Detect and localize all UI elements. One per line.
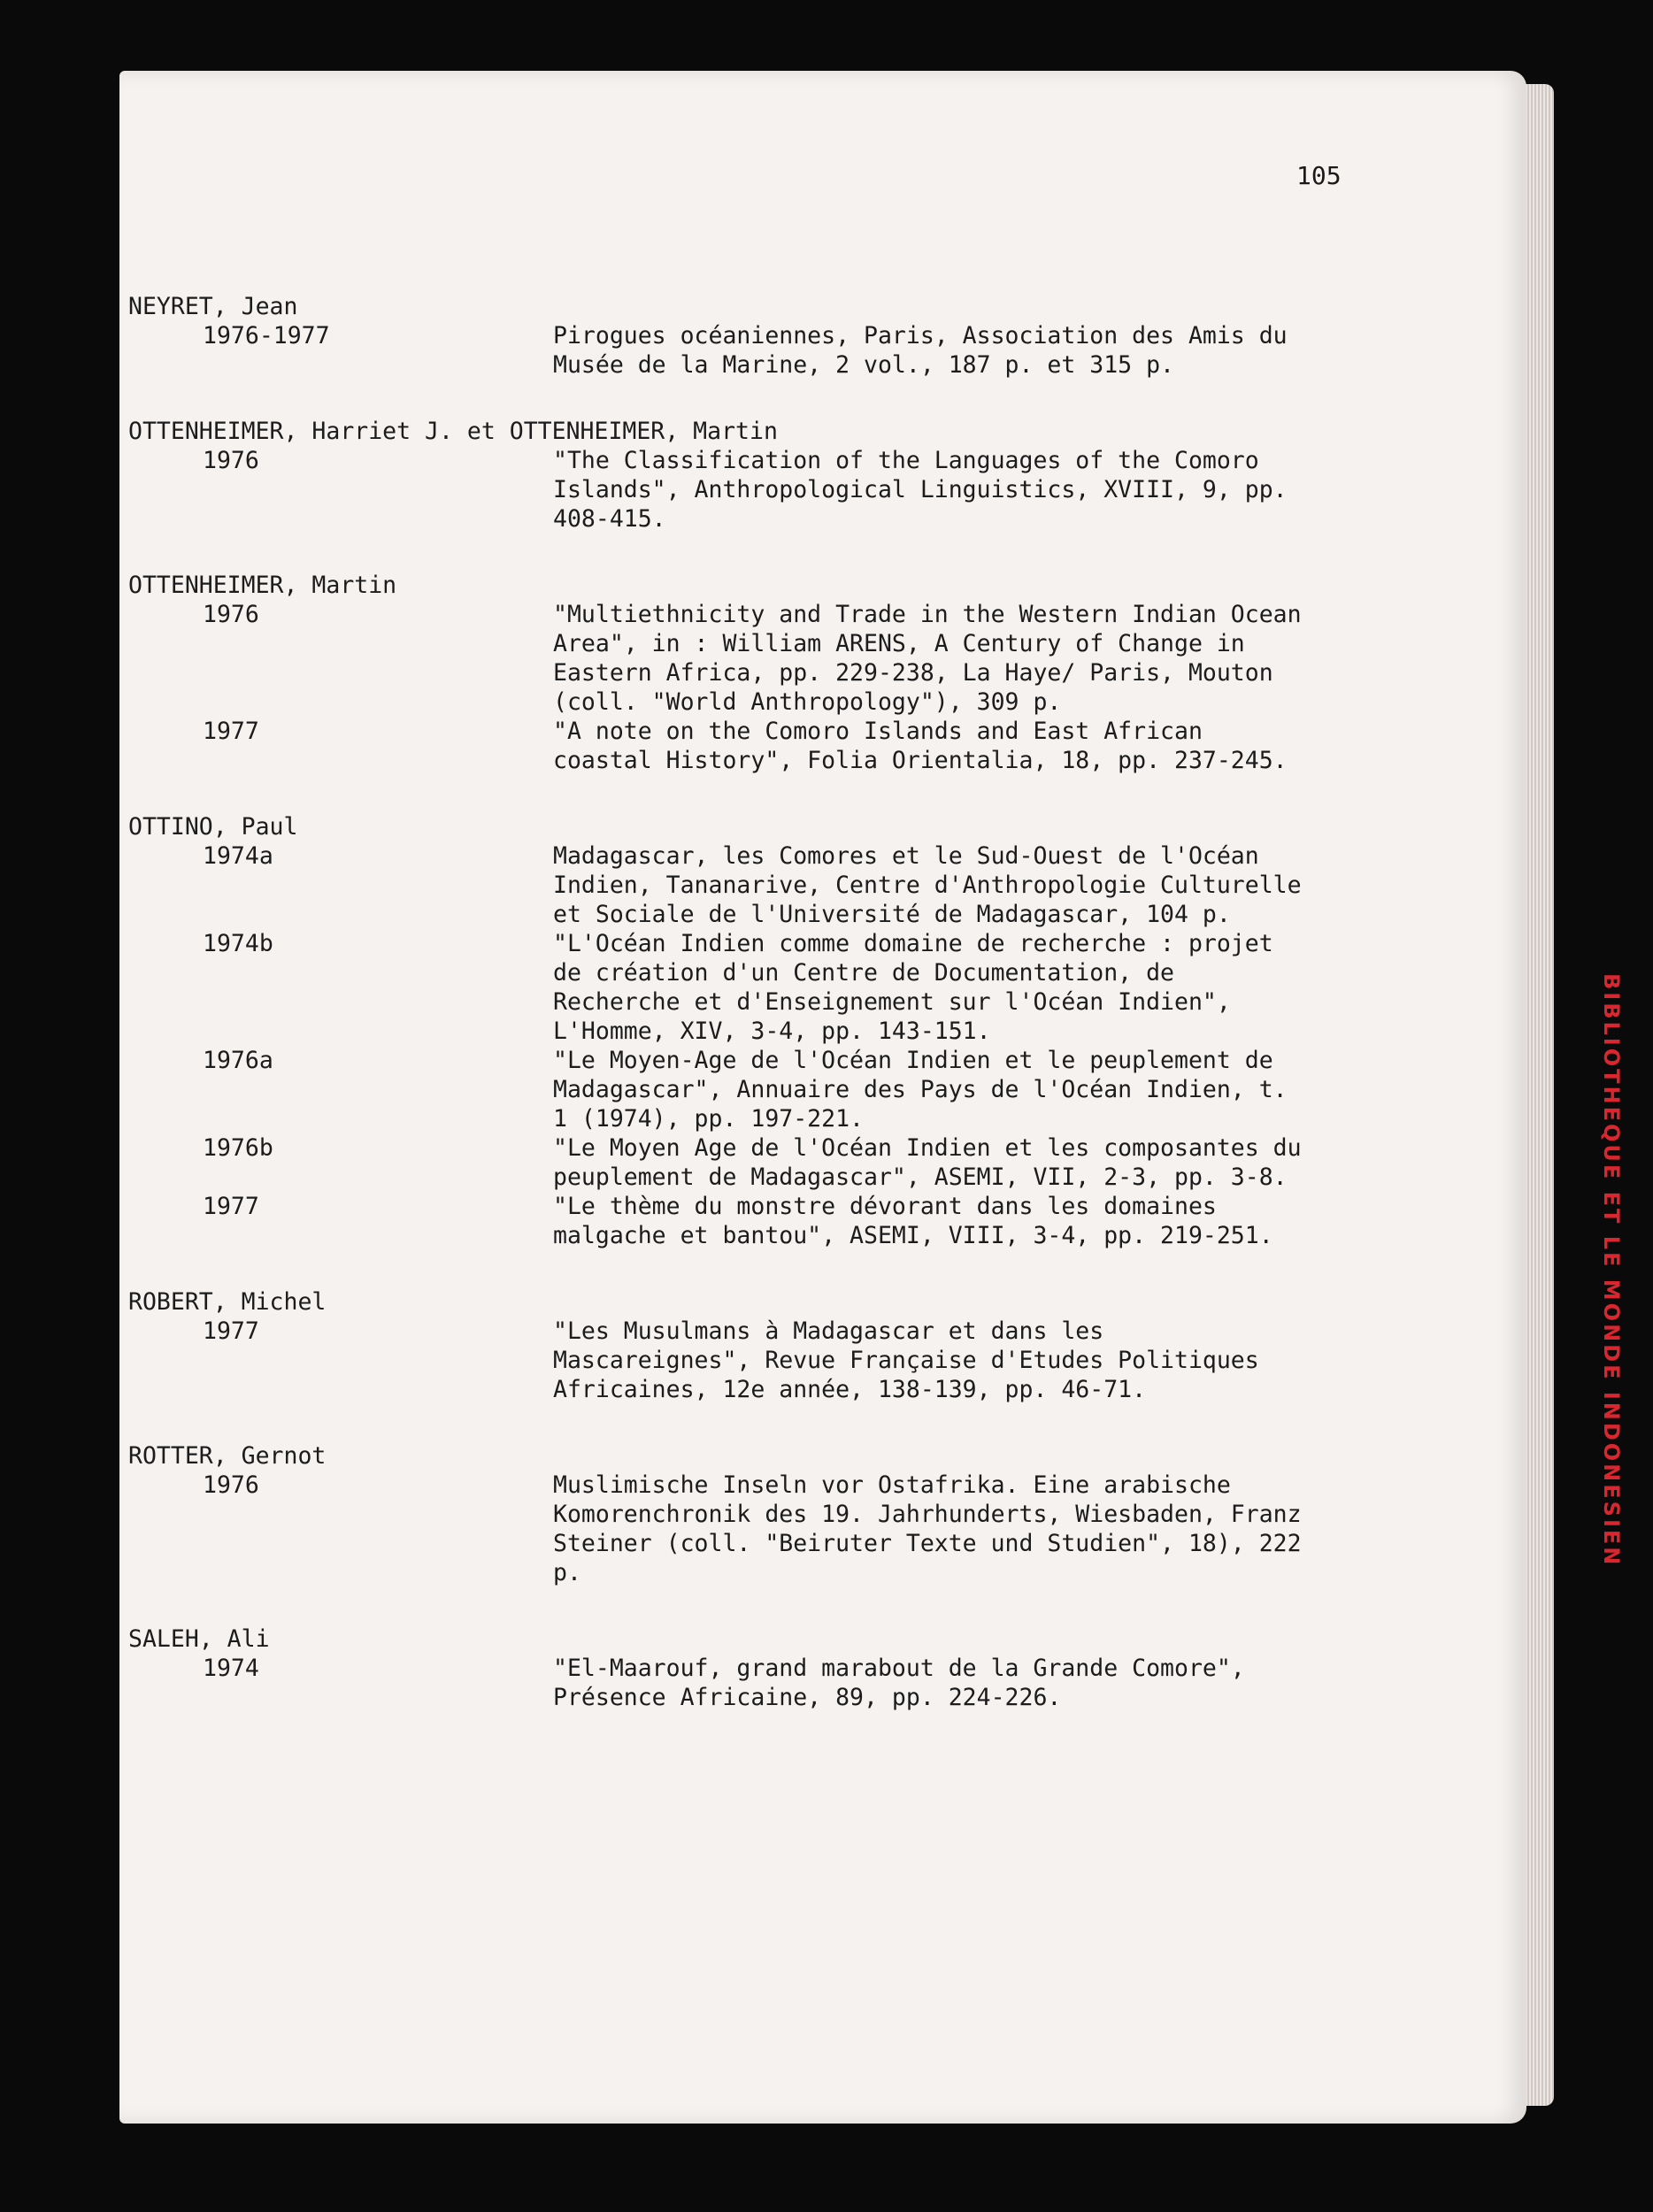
work-reference: "L'Océan Indien comme domaine de recherche : projet de création d'un Centre de Documentation, de Recherche et d'Enseignement sur l'Océan Indien", L'Homme, XIV, 3-4, pp. 143-151. — [553, 930, 1273, 1045]
work-reference: Madagascar, les Comores et le Sud-Ouest de l'Océan Indien, Tananarive, Centre d'Anthropologie Culturelle et Sociale de l'Université de Madagascar, 104 p. — [553, 842, 1302, 928]
work-year: 1977 — [203, 718, 259, 745]
entry-work — [128, 929, 1385, 1046]
work-year: 1974 — [203, 1655, 259, 1682]
work-reference: "Le thème du monstre dévorant dans les domaines malgache et bantou", ASEMI, VIII, 3-4, pp. 219-251. — [553, 1193, 1273, 1249]
work-year: 1974a — [203, 842, 273, 870]
entry-work — [128, 1133, 1385, 1192]
work-reference: Pirogues océaniennes, Paris, Association des Amis du Musée de la Marine, 2 vol., 187 p. et 315 p. — [553, 322, 1288, 379]
entry-work — [128, 841, 1385, 929]
entry-work — [128, 1471, 1385, 1587]
work-year: 1976b — [203, 1134, 273, 1162]
bibliography-entry — [128, 812, 1385, 1250]
entry-author: SALEH, Ali — [128, 1625, 270, 1653]
work-year: 1976-1977 — [203, 322, 330, 349]
entry-work — [128, 1654, 1385, 1712]
work-year: 1976 — [203, 447, 259, 474]
entry-work — [128, 321, 1385, 380]
bibliography-entry — [128, 1441, 1385, 1587]
work-year: 1976a — [203, 1047, 273, 1074]
work-year: 1977 — [203, 1193, 259, 1220]
work-year: 1977 — [203, 1317, 259, 1345]
spine-title: BIBLIOTHEQUE ET LE MONDE INDONESIEN — [1599, 973, 1624, 1568]
work-year: 1976 — [203, 601, 259, 628]
work-year: 1974b — [203, 930, 273, 957]
bibliography-entry — [128, 417, 1385, 534]
entry-author: OTTINO, Paul — [128, 813, 298, 841]
bibliography-entry — [128, 292, 1385, 380]
entry-author: ROTTER, Gernot — [128, 1442, 327, 1470]
work-year: 1976 — [203, 1471, 259, 1499]
entry-work — [128, 446, 1385, 534]
bibliography-entry — [128, 1287, 1385, 1404]
entry-work — [128, 1317, 1385, 1404]
entry-work — [128, 600, 1385, 717]
page-number: 105 — [1296, 161, 1342, 190]
work-reference: Muslimische Inseln vor Ostafrika. Eine arabische Komorenchronik des 19. Jahrhunderts, Wiesbaden, Franz Steiner (coll. "Beiruter Texte und Studien", 18), 222 p. — [553, 1471, 1302, 1586]
bibliography-entry — [128, 571, 1385, 775]
work-reference: "El-Maarouf, grand marabout de la Grande Comore", Présence Africaine, 89, pp. 224-226. — [553, 1655, 1245, 1711]
work-reference: "Les Musulmans à Madagascar et dans les Mascareignes", Revue Française d'Etudes Politiques Africaines, 12e année, 138-139, pp. 46-71. — [553, 1317, 1259, 1403]
entry-work — [128, 717, 1385, 775]
entry-author: NEYRET, Jean — [128, 293, 298, 320]
work-reference: "Le Moyen-Age de l'Océan Indien et le peuplement de Madagascar", Annuaire des Pays de l'Océan Indien, t. 1 (1974), pp. 197-221. — [553, 1047, 1288, 1133]
work-reference: "The Classification of the Languages of the Comoro Islands", Anthropological Linguistics, XVIII, 9, pp. 408-415. — [553, 447, 1288, 533]
work-reference: "A note on the Comoro Islands and East African coastal History", Folia Orientalia, 18, pp. 237-245. — [553, 718, 1288, 774]
work-reference: "Le Moyen Age de l'Océan Indien et les composantes du peuplement de Madagascar", ASEMI, VII, 2-3, pp. 3-8. — [553, 1134, 1302, 1191]
bibliography-entry — [128, 1624, 1385, 1712]
work-reference: "Multiethnicity and Trade in the Western Indian Ocean Area", in : William ARENS, A Century of Change in Eastern Africa, pp. 229-238, La Haye/ Paris, Mouton (coll. "World Anthropology"), 309 p. — [553, 601, 1302, 716]
entry-author: ROBERT, Michel — [128, 1288, 327, 1316]
bibliography-list — [128, 292, 1385, 1749]
entry-author: OTTENHEIMER, Harriet J. et OTTENHEIMER, Martin — [128, 418, 778, 445]
entry-work — [128, 1192, 1385, 1250]
entry-author: OTTENHEIMER, Martin — [128, 572, 397, 599]
entry-work — [128, 1046, 1385, 1133]
